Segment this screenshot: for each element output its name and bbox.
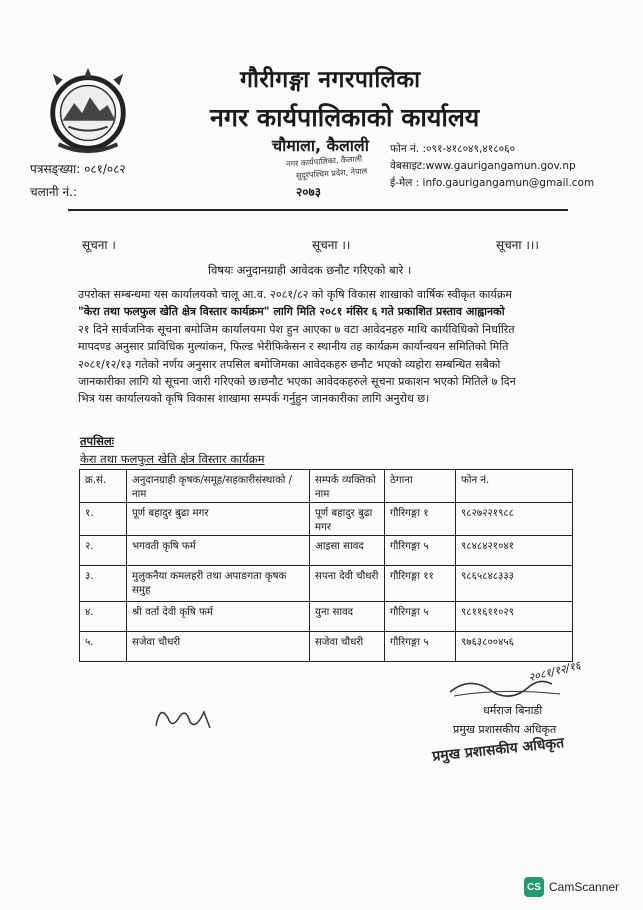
body-paragraph bbox=[78, 286, 572, 408]
stamp-line: सुदूरपश्चिम प्रदेश, नेपाल bbox=[295, 166, 368, 181]
cell-contact-person: सजेवा चौधरी bbox=[310, 632, 385, 662]
subject-line: विषयः अनुदानग्राही आवेदक छनौट गरिएको बारे । bbox=[208, 263, 412, 277]
table-row bbox=[80, 566, 573, 602]
office-name: नगर कार्यपालिकाको कार्यालय bbox=[210, 103, 480, 132]
cell-contact-person: आइसा सावद bbox=[310, 536, 385, 566]
contact-website: वेबसाइट:www.gaurigangamun.gov.np bbox=[390, 160, 576, 172]
col-phone: फोन नं. bbox=[456, 470, 573, 503]
initials-signature bbox=[150, 698, 220, 738]
cell-serial: ४. bbox=[80, 602, 127, 632]
official-stamp: प्रमुख प्रशासकीय अधिकृत bbox=[431, 735, 565, 765]
camscanner-watermark bbox=[524, 877, 619, 897]
body-line: उपरोक्त सम्बन्धमा यस कार्यालयको चालू आ.व. २०८१/८२ को कृषि विकास शाखाको वार्षिक स्वीकृत कार्यक्रम bbox=[78, 288, 513, 301]
camscanner-label: CamScanner bbox=[549, 880, 620, 894]
signer-title: प्रमुख प्रशासकीय अधिकृत bbox=[453, 723, 557, 736]
col-address: ठेगाना bbox=[385, 470, 456, 503]
cell-serial: २. bbox=[80, 536, 127, 566]
body-line: मापदण्ड अनुसार प्राविधिक मुल्यांकन, फिल्ड भेरीफिकेसन र स्थानीय तह कार्यक्रम कार्यान्वयन समितिको मिति bbox=[78, 340, 509, 354]
notice-label-3: सूचना ।।। bbox=[496, 238, 539, 252]
col-serial: क्र.सं. bbox=[80, 470, 127, 503]
emblem-icon bbox=[38, 62, 138, 160]
body-line: "केरा तथा फलफुल खेति क्षेत्र विस्तार कार्यक्रम" लागि मिति २०८१ मंसिर ६ गते प्रकाशित प्रस्ताव आह्वानको bbox=[78, 305, 505, 319]
cell-phone: ९७६३८००४५६ bbox=[456, 632, 573, 662]
camscanner-icon: CS bbox=[524, 877, 544, 897]
body-line: जानकारीका लागि यो सूचना जारी गरिएको छ।छनौट भएका आवेदकहरुले सूचना प्रकाशन भएको मितिले ७ दिन bbox=[78, 375, 516, 389]
cell-beneficiary: भगवती कृषि फर्म bbox=[127, 536, 310, 566]
col-contact-person: सम्पर्क व्यक्तिको नाम bbox=[310, 470, 385, 503]
table-header-row bbox=[80, 470, 573, 503]
body-line: २१ दिने सार्वजनिक सूचना बमोजिम कार्यालयमा पेश हुन आएका ७ वटा आवेदनहरु माथि कार्यविधिको निर्धारित bbox=[78, 322, 515, 336]
table-row bbox=[80, 602, 573, 632]
handwritten-date: २०८१/१२/१६ bbox=[527, 658, 582, 685]
cell-contact-person: पूर्ण बहादुर बुढा मगर bbox=[310, 503, 385, 536]
cell-beneficiary: श्री वर्ता देवी कृषि फर्म bbox=[127, 602, 310, 632]
contact-email: ई-मेल : info.gaurigangamun@gmail.com bbox=[390, 177, 595, 189]
cell-serial: ५. bbox=[80, 632, 127, 662]
cell-address: गौरिगङ्गा ५ bbox=[385, 602, 456, 632]
program-heading: केरा तथा फलफुल खेति क्षेत्र विस्तार कार्यक्रम bbox=[80, 452, 265, 466]
cell-contact-person: युना सावद bbox=[310, 602, 385, 632]
stamp-line: नगर कार्यपालिका, कैलाली bbox=[285, 154, 363, 169]
signer-name: धर्मराज बिनाडी bbox=[483, 704, 543, 717]
cell-contact-person: सपना देवी चौधरी bbox=[310, 566, 385, 602]
table-row bbox=[80, 503, 573, 536]
cell-phone: ९८६५८४८३३३ bbox=[456, 566, 573, 602]
cell-beneficiary: मुलुकनैया कमलहरी तथा अपाङगता कृषक समुह bbox=[127, 566, 310, 602]
header-divider bbox=[68, 209, 568, 211]
cell-address: गौरिगङ्गा ५ bbox=[385, 632, 456, 662]
details-heading: तपसिलः bbox=[80, 434, 114, 448]
table-row bbox=[80, 536, 573, 566]
cell-address: गौरिगङ्गा १ bbox=[385, 503, 456, 536]
establishment-year: २०७३ bbox=[296, 185, 321, 199]
body-line: २०८१/१२/१३ गतेको नर्णय अनुसार तपसिल बमोजिमका आवेदकहरु छनौट भएको व्यहोरा सम्बन्धित सबैको bbox=[78, 357, 501, 371]
beneficiary-table bbox=[79, 469, 573, 662]
cell-serial: ३. bbox=[80, 566, 127, 602]
cell-phone: ९८२७२२१९८८ bbox=[456, 503, 573, 536]
notice-label-2: सूचना ।। bbox=[312, 238, 351, 252]
contact-phone: फोन नं. :०९१-४१८०४९,४१८०६० bbox=[390, 143, 516, 155]
org-name: गौरीगङ्गा नगरपालिका bbox=[240, 67, 421, 93]
dispatch-number: चलानी नं.: bbox=[30, 185, 77, 199]
cell-address: गौरिगङ्गा ११ bbox=[385, 566, 456, 602]
cell-address: गौरिगङ्गा ५ bbox=[385, 536, 456, 566]
cell-serial: १. bbox=[80, 503, 127, 536]
col-beneficiary: अनुदानग्राही कृषक/समूह/सहकारीसंस्थाको / नाम bbox=[127, 470, 310, 503]
reference-number: पत्रसङ्ख्या: ०८१/०८२ bbox=[30, 162, 126, 176]
notice-label-1: सूचना । bbox=[82, 238, 116, 252]
cell-phone: ९८११६११०२९ bbox=[456, 602, 573, 632]
cell-beneficiary: पूर्ण बहादुर बुढा मगर bbox=[127, 503, 310, 536]
office-location: चौमाला, कैलाली bbox=[272, 136, 369, 155]
body-line: भित्र यस कार्यालयको कृषि विकास शाखामा सम्पर्क गर्नुहुन जानकारीका लागि अनुरोध छ। bbox=[78, 392, 430, 406]
cell-beneficiary: सजेवा चौधरी bbox=[127, 632, 310, 662]
cell-phone: ९८४८४२१०४१ bbox=[456, 536, 573, 566]
